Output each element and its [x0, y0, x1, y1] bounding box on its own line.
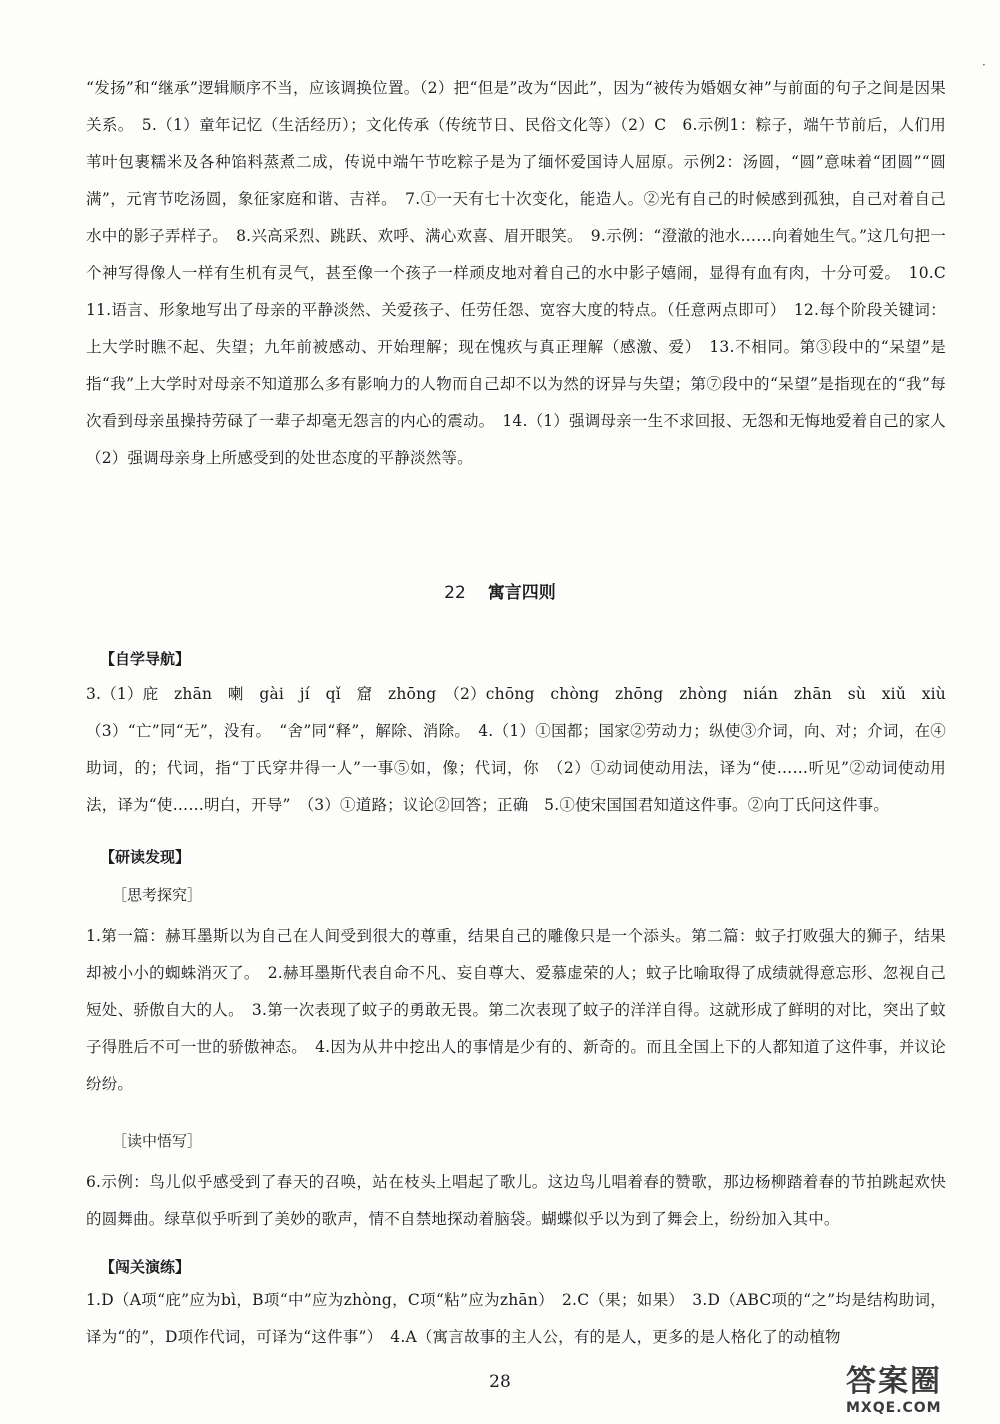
watermark-logo-text: 答案圈 — [846, 1364, 942, 1399]
lesson-title: 寓言四则 — [487, 583, 556, 603]
thinking-label: ［思考探究］ — [112, 886, 203, 904]
top-answers-paragraph: “发扬”和“继承”逻辑顺序不当，应该调换位置。（2）把“但是”改为“因此”，因为“被传为婚姻女神”与前面的句子之间是因果关系。 5.（1）童年记忆（生活经历）；文化传承（传统节日、民俗文化等）（2）C 6.示例1：粽子，端午节前后，人们用苇叶包裹糯米及各种馅料蒸煮二成，传说中端午节吃粽子是为了缅怀爱国诗人屈原。示例2：汤圆，“圆”意味着“团圆”“圆满”，元宵节吃汤圆，象征家庭和谐、吉祥。 7.①一天有七十次变化，能造人。②光有自己的时候感到孤独，自己对着自己水中的影子弄样子。 8.兴高采烈、跳跃、欢呼、满心欢喜、眉开眼笑。 9.示例：“澄澈的池水……向着她生气。”这几句把一个神写得像人一样有生机有灵气，甚至像一个孩子一样顽皮地对着自己的水中影子嬉闹，显得有血有肉，十分可爱。 10.C 11.语言、形象地写出了母亲的平静淡然、关爱孩子、任劳任怨、宽容大度的特点。（任意两点即可） 12.每个阶段关键词：上大学时瞧不起、失望；九年前被感动、开始理解；现在愧疚与真正理解（感激、爱） 13.不相同。第③段中的“呆望”是指“我”上大学时对母亲不知道那么多有影响力的人物而自己却不以为然的讶异与失望；第⑦段中的“呆望”是指现在的“我”每次看到母亲虽操持劳碌了一辈子却毫无怨言的内心的震动。 14.（1）强调母亲一生不求回报、无怨和无悔地爱着自己的家人（2）强调母亲身上所感受到的处世态度的平静淡然等。 — [86, 79, 962, 467]
watermark-logo — [846, 1356, 996, 1420]
lesson-heading — [0, 578, 1000, 603]
corner-mark: · — [982, 58, 986, 72]
practice-label: 【闯关演练】 — [100, 1258, 191, 1276]
thinking-paragraph: 1.第一篇：赫耳墨斯以为自己在人间受到很大的尊重，结果自己的雕像只是一个添头。第二篇：蚊子打败强大的狮子，结果却被小小的蜘蛛消灭了。 2.赫耳墨斯代表自命不凡、妄自尊大、爱慕虚荣的人；蚊子比喻取得了成绩就得意忘形、忽视自己短处、骄傲自大的人。 3.第一次表现了蚊子的勇敢无畏。第二次表现了蚊子的洋洋自得。这就形成了鲜明的对比，突出了蚊子得胜后不可一世的骄傲神态。 4.因为从井中挖出人的事情是少有的、新奇的。而且全国上下的人都知道了这件事，并议论纷纷。 — [86, 927, 946, 1093]
self-study-paragraph: 3.（1）庇 zhān 喇 gài jí qǐ 窟 zhōng （2）chōng chòng zhōng zhòng nián zhān sù xiǔ xiù （3）“亡”同“无”，没有。 “舍”同“释”，解除、消除。 4.（1）①国都；国家②劳动力；纵使③介词，向、对；介词，在④助词，的；代词，指“丁氏穿井得一人”一事⑤如，像；代词，你 （2）①动词使动用法，译为“使……听见”②动词使动用法，译为“使……明白，开导” （3）①道路；议论②回答；正确 5.①使宋国国君知道这件事。②向丁氏问这件事。 — [86, 685, 962, 814]
reading-writing-label: ［读中悟写］ — [112, 1132, 203, 1150]
practice-paragraph: 1.D（A项“庇”应为bì，B项“中”应为zhòng，C项“粘”应为zhān） 2.C（果；如果） 3.D（ABC项的“之”均是结构助词，译为“的”，D项作代词，可译为“这件事”） 4.A（寓言故事的主人公，有的是人，更多的是人格化了的动植物 — [86, 1291, 946, 1346]
self-study-label: 【自学导航】 — [100, 650, 191, 668]
watermark-site-text: MXQE.COM — [846, 1400, 942, 1416]
reading-writing-paragraph: 6.示例：鸟儿似乎感受到了春天的召唤，站在枝头上唱起了歌儿。这边鸟儿唱着春的赞歌，那边杨柳踏着春的节拍跳起欢快的圆舞曲。绿草似乎听到了美妙的歌声，情不自禁地探动着脑袋。蝴蝶似乎以为到了舞会上，纷纷加入其中。 — [86, 1173, 946, 1228]
research-label: 【研读发现】 — [100, 848, 191, 866]
page-number: 28 — [489, 1372, 511, 1392]
lesson-number: 22 — [444, 583, 466, 603]
